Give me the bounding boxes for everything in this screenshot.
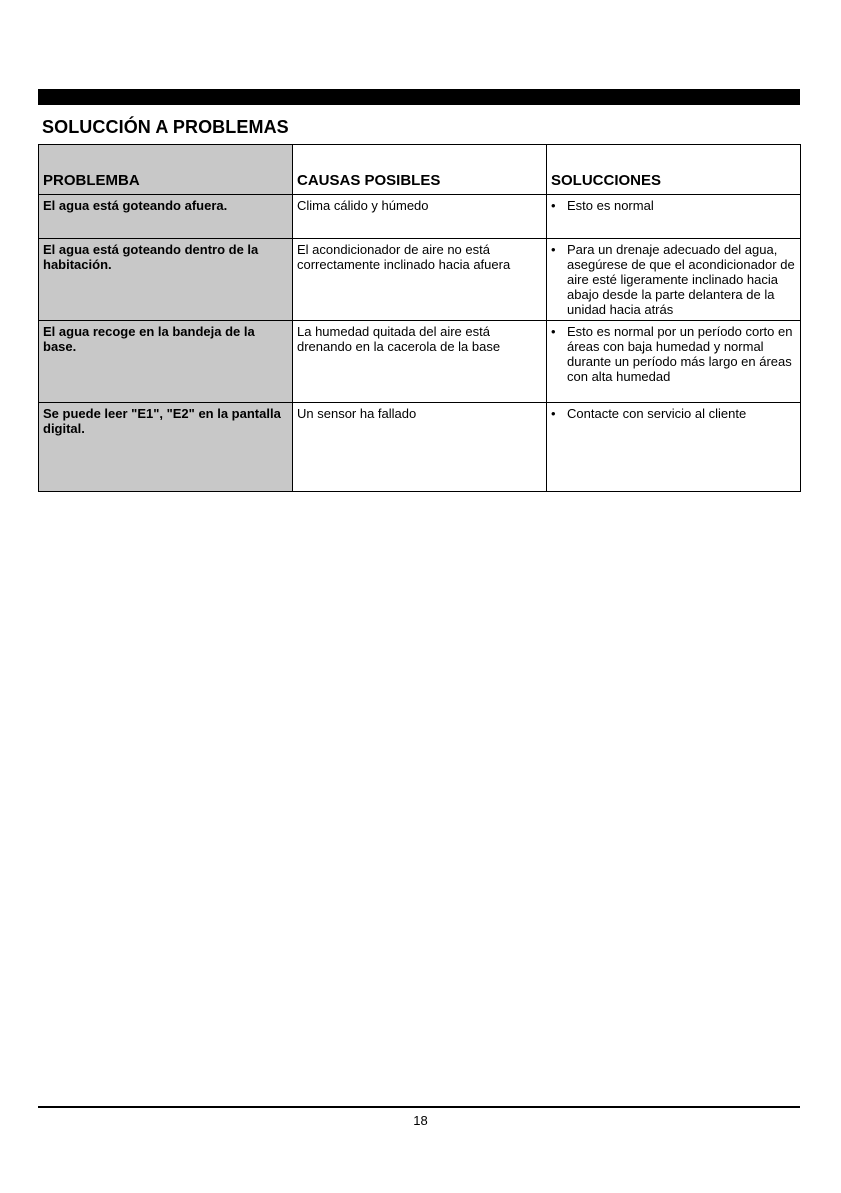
cause-cell: Clima cálido y húmedo xyxy=(293,195,547,239)
table-row xyxy=(39,239,801,321)
problem-cell: Se puede leer "E1", "E2" en la pantalla digital. xyxy=(39,403,293,492)
problem-cell: El agua está goteando dentro de la habitación. xyxy=(39,239,293,321)
table-row xyxy=(39,321,801,403)
troubleshooting-table xyxy=(38,144,801,492)
solution-text: Esto es normal por un período corto en áreas con baja humedad y normal durante un período más largo en áreas con alta humedad xyxy=(567,324,793,384)
table-row xyxy=(39,195,801,239)
solution-text: Contacte con servicio al cliente xyxy=(567,406,747,421)
table-row xyxy=(39,403,801,492)
solution-cell xyxy=(547,403,801,492)
cause-cell: La humedad quitada del aire está drenando en la cacerola de la base xyxy=(293,321,547,403)
bullet-icon: • xyxy=(551,406,556,421)
solution-cell xyxy=(547,239,801,321)
header-problem: PROBLEMBA xyxy=(39,145,293,195)
header-solutions: SOLUCCIONES xyxy=(547,145,801,195)
solution-cell xyxy=(547,195,801,239)
solution-text: Para un drenaje adecuado del agua, asegúrese de que el acondicionador de aire esté ligeramente inclinado hacia abajo desde la parte delantera de la unidad hacia atrás xyxy=(567,242,795,317)
bullet-icon: • xyxy=(551,324,556,339)
top-header-bar xyxy=(38,89,800,105)
footer-rule xyxy=(38,1106,800,1108)
solution-text: Esto es normal xyxy=(567,198,654,213)
problem-cell: El agua recoge en la bandeja de la base. xyxy=(39,321,293,403)
section-title: SOLUCCIÓN A PROBLEMAS xyxy=(42,117,289,137)
bullet-icon: • xyxy=(551,198,556,213)
page-number: 18 xyxy=(413,1113,428,1128)
solution-cell xyxy=(547,321,801,403)
bullet-icon: • xyxy=(551,242,556,257)
problem-cell: El agua está goteando afuera. xyxy=(39,195,293,239)
cause-cell: Un sensor ha fallado xyxy=(293,403,547,492)
cause-cell: El acondicionador de aire no está correctamente inclinado hacia afuera xyxy=(293,239,547,321)
table-header-row xyxy=(39,145,801,195)
header-causes: CAUSAS POSIBLES xyxy=(293,145,547,195)
